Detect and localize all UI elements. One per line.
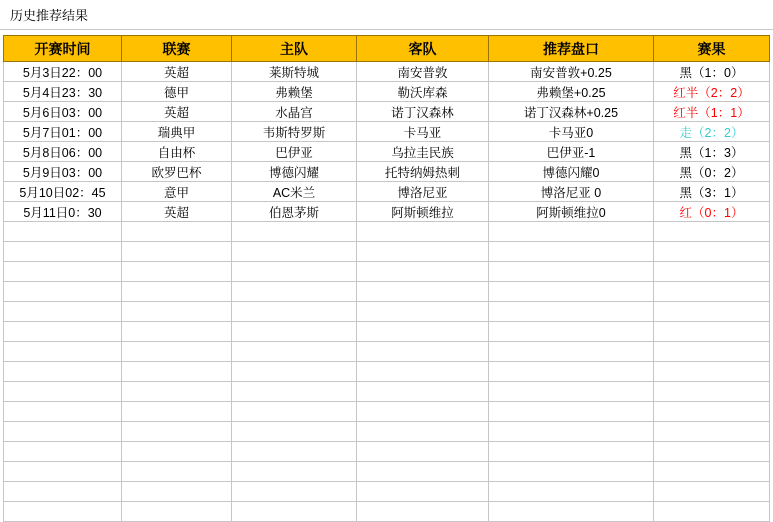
cell-empty[interactable]	[122, 482, 232, 502]
cell-empty[interactable]	[232, 382, 357, 402]
table-row-empty[interactable]	[4, 282, 770, 302]
cell-time[interactable]: 5月11日0：30	[4, 202, 122, 222]
column-header-league: 联赛	[122, 36, 232, 62]
cell-empty[interactable]	[654, 302, 770, 322]
table-row-empty[interactable]	[4, 262, 770, 282]
cell-empty[interactable]	[122, 462, 232, 482]
cell-away-team[interactable]: 博洛尼亚	[357, 182, 489, 202]
cell-empty[interactable]	[122, 402, 232, 422]
table-body	[4, 62, 770, 522]
cell-empty[interactable]	[122, 242, 232, 262]
cell-empty[interactable]	[232, 262, 357, 282]
cell-empty[interactable]	[122, 362, 232, 382]
cell-empty[interactable]	[489, 482, 654, 502]
table-row-empty[interactable]	[4, 322, 770, 342]
cell-away-team[interactable]: 托特纳姆热刺	[357, 162, 489, 182]
cell-empty[interactable]	[357, 382, 489, 402]
cell-empty[interactable]	[654, 322, 770, 342]
cell-empty[interactable]	[232, 242, 357, 262]
cell-empty[interactable]	[4, 222, 122, 242]
cell-empty[interactable]	[232, 342, 357, 362]
cell-empty[interactable]	[654, 502, 770, 522]
cell-time[interactable]: 5月8日06：00	[4, 142, 122, 162]
cell-pick[interactable]: 阿斯顿维拉0	[489, 202, 654, 222]
cell-time[interactable]: 5月4日23：30	[4, 82, 122, 102]
cell-empty[interactable]	[4, 502, 122, 522]
cell-empty[interactable]	[232, 402, 357, 422]
cell-empty[interactable]	[489, 302, 654, 322]
table-row-empty[interactable]	[4, 442, 770, 462]
cell-empty[interactable]	[654, 262, 770, 282]
table-row[interactable]	[4, 162, 770, 182]
table-row-empty[interactable]	[4, 462, 770, 482]
cell-empty[interactable]	[489, 222, 654, 242]
cell-empty[interactable]	[489, 322, 654, 342]
cell-league[interactable]: 英超	[122, 202, 232, 222]
cell-time[interactable]: 5月10日02：45	[4, 182, 122, 202]
cell-empty[interactable]	[232, 502, 357, 522]
cell-pick[interactable]: 诺丁汉森林+0.25	[489, 102, 654, 122]
cell-empty[interactable]	[4, 282, 122, 302]
cell-league[interactable]: 意甲	[122, 182, 232, 202]
cell-pick[interactable]: 博德闪耀0	[489, 162, 654, 182]
cell-away-team[interactable]: 卡马亚	[357, 122, 489, 142]
table-row[interactable]	[4, 202, 770, 222]
table-row[interactable]	[4, 142, 770, 162]
cell-empty[interactable]	[122, 342, 232, 362]
cell-home-team[interactable]: 莱斯特城	[232, 62, 357, 82]
page-title: 历史推荐结果	[10, 8, 89, 23]
cell-empty[interactable]	[357, 302, 489, 322]
sheet-title-bar	[0, 0, 773, 30]
cell-empty[interactable]	[654, 442, 770, 462]
cell-empty[interactable]	[357, 342, 489, 362]
cell-empty[interactable]	[4, 302, 122, 322]
cell-pick[interactable]: 巴伊亚-1	[489, 142, 654, 162]
cell-league[interactable]: 欧罗巴杯	[122, 162, 232, 182]
column-header-time: 开赛时间	[4, 36, 122, 62]
cell-empty[interactable]	[4, 422, 122, 442]
cell-result[interactable]: 黑（1：3）	[654, 142, 770, 162]
cell-empty[interactable]	[357, 462, 489, 482]
table-row[interactable]	[4, 102, 770, 122]
cell-empty[interactable]	[4, 462, 122, 482]
cell-empty[interactable]	[489, 362, 654, 382]
cell-result[interactable]: 走（2：2）	[654, 122, 770, 142]
cell-empty[interactable]	[654, 482, 770, 502]
cell-empty[interactable]	[489, 442, 654, 462]
table-row-empty[interactable]	[4, 422, 770, 442]
table-row-empty[interactable]	[4, 382, 770, 402]
cell-away-team[interactable]: 勒沃库森	[357, 82, 489, 102]
recommendation-history-table	[3, 35, 770, 522]
cell-empty[interactable]	[357, 362, 489, 382]
cell-empty[interactable]	[357, 222, 489, 242]
cell-empty[interactable]	[654, 462, 770, 482]
table-row-empty[interactable]	[4, 482, 770, 502]
cell-empty[interactable]	[357, 262, 489, 282]
cell-result[interactable]: 红半（1：1）	[654, 102, 770, 122]
cell-empty[interactable]	[357, 482, 489, 502]
cell-empty[interactable]	[489, 262, 654, 282]
cell-empty[interactable]	[489, 282, 654, 302]
cell-empty[interactable]	[654, 342, 770, 362]
cell-pick[interactable]: 博洛尼亚 0	[489, 182, 654, 202]
cell-time[interactable]: 5月9日03：00	[4, 162, 122, 182]
cell-result[interactable]: 黑（1：0）	[654, 62, 770, 82]
cell-empty[interactable]	[357, 442, 489, 462]
table-row[interactable]	[4, 82, 770, 102]
cell-empty[interactable]	[122, 442, 232, 462]
cell-home-team[interactable]: AC米兰	[232, 182, 357, 202]
cell-pick[interactable]: 弗赖堡+0.25	[489, 82, 654, 102]
cell-league[interactable]: 德甲	[122, 82, 232, 102]
cell-empty[interactable]	[489, 382, 654, 402]
column-header-pick: 推荐盘口	[489, 36, 654, 62]
cell-empty[interactable]	[122, 382, 232, 402]
cell-empty[interactable]	[654, 222, 770, 242]
cell-league[interactable]: 瑞典甲	[122, 122, 232, 142]
cell-result[interactable]: 黑（0：2）	[654, 162, 770, 182]
cell-empty[interactable]	[654, 422, 770, 442]
cell-home-team[interactable]: 水晶宫	[232, 102, 357, 122]
cell-empty[interactable]	[654, 282, 770, 302]
cell-empty[interactable]	[122, 302, 232, 322]
cell-empty[interactable]	[122, 502, 232, 522]
cell-empty[interactable]	[489, 462, 654, 482]
table-header-row	[4, 36, 770, 62]
cell-time[interactable]: 5月7日01：00	[4, 122, 122, 142]
cell-empty[interactable]	[232, 282, 357, 302]
cell-league[interactable]: 英超	[122, 62, 232, 82]
cell-empty[interactable]	[357, 242, 489, 262]
cell-empty[interactable]	[232, 482, 357, 502]
table-row-empty[interactable]	[4, 302, 770, 322]
cell-empty[interactable]	[654, 402, 770, 422]
cell-empty[interactable]	[4, 262, 122, 282]
cell-time[interactable]: 5月3日22：00	[4, 62, 122, 82]
cell-empty[interactable]	[489, 342, 654, 362]
cell-result[interactable]: 红半（2：2）	[654, 82, 770, 102]
cell-home-team[interactable]: 巴伊亚	[232, 142, 357, 162]
cell-empty[interactable]	[357, 322, 489, 342]
cell-away-team[interactable]: 诺丁汉森林	[357, 102, 489, 122]
cell-empty[interactable]	[4, 382, 122, 402]
column-header-away-team: 客队	[357, 36, 489, 62]
cell-league[interactable]: 英超	[122, 102, 232, 122]
cell-home-team[interactable]: 韦斯特罗斯	[232, 122, 357, 142]
cell-empty[interactable]	[232, 322, 357, 342]
cell-empty[interactable]	[232, 222, 357, 242]
table-row-empty[interactable]	[4, 222, 770, 242]
table-row-empty[interactable]	[4, 502, 770, 522]
cell-empty[interactable]	[4, 242, 122, 262]
cell-empty[interactable]	[122, 322, 232, 342]
cell-result[interactable]: 红（0：1）	[654, 202, 770, 222]
table-row-empty[interactable]	[4, 242, 770, 262]
cell-empty[interactable]	[489, 242, 654, 262]
cell-home-team[interactable]: 伯恩茅斯	[232, 202, 357, 222]
cell-empty[interactable]	[357, 502, 489, 522]
cell-empty[interactable]	[4, 342, 122, 362]
cell-result[interactable]: 黑（3：1）	[654, 182, 770, 202]
table-row-empty[interactable]	[4, 402, 770, 422]
cell-away-team[interactable]: 阿斯顿维拉	[357, 202, 489, 222]
table-row[interactable]	[4, 122, 770, 142]
cell-empty[interactable]	[232, 422, 357, 442]
table-row[interactable]	[4, 182, 770, 202]
cell-time[interactable]: 5月6日03：00	[4, 102, 122, 122]
cell-empty[interactable]	[4, 362, 122, 382]
cell-empty[interactable]	[654, 362, 770, 382]
cell-empty[interactable]	[654, 382, 770, 402]
table-row-empty[interactable]	[4, 342, 770, 362]
cell-pick[interactable]: 南安普敦+0.25	[489, 62, 654, 82]
cell-empty[interactable]	[232, 462, 357, 482]
cell-home-team[interactable]: 弗赖堡	[232, 82, 357, 102]
cell-empty[interactable]	[357, 282, 489, 302]
cell-empty[interactable]	[357, 422, 489, 442]
cell-empty[interactable]	[357, 402, 489, 422]
cell-empty[interactable]	[489, 422, 654, 442]
cell-empty[interactable]	[122, 262, 232, 282]
table-row-empty[interactable]	[4, 362, 770, 382]
cell-empty[interactable]	[4, 442, 122, 462]
cell-empty[interactable]	[4, 402, 122, 422]
cell-empty[interactable]	[489, 502, 654, 522]
cell-empty[interactable]	[654, 242, 770, 262]
column-header-result: 赛果	[654, 36, 770, 62]
column-header-home-team: 主队	[232, 36, 357, 62]
cell-empty[interactable]	[232, 302, 357, 322]
cell-empty[interactable]	[122, 422, 232, 442]
cell-empty[interactable]	[232, 442, 357, 462]
cell-empty[interactable]	[122, 282, 232, 302]
cell-empty[interactable]	[4, 482, 122, 502]
cell-league[interactable]: 自由杯	[122, 142, 232, 162]
cell-empty[interactable]	[489, 402, 654, 422]
cell-empty[interactable]	[232, 362, 357, 382]
cell-empty[interactable]	[4, 322, 122, 342]
cell-away-team[interactable]: 乌拉圭民族	[357, 142, 489, 162]
table-row[interactable]	[4, 62, 770, 82]
cell-pick[interactable]: 卡马亚0	[489, 122, 654, 142]
cell-away-team[interactable]: 南安普敦	[357, 62, 489, 82]
cell-home-team[interactable]: 博德闪耀	[232, 162, 357, 182]
cell-empty[interactable]	[122, 222, 232, 242]
